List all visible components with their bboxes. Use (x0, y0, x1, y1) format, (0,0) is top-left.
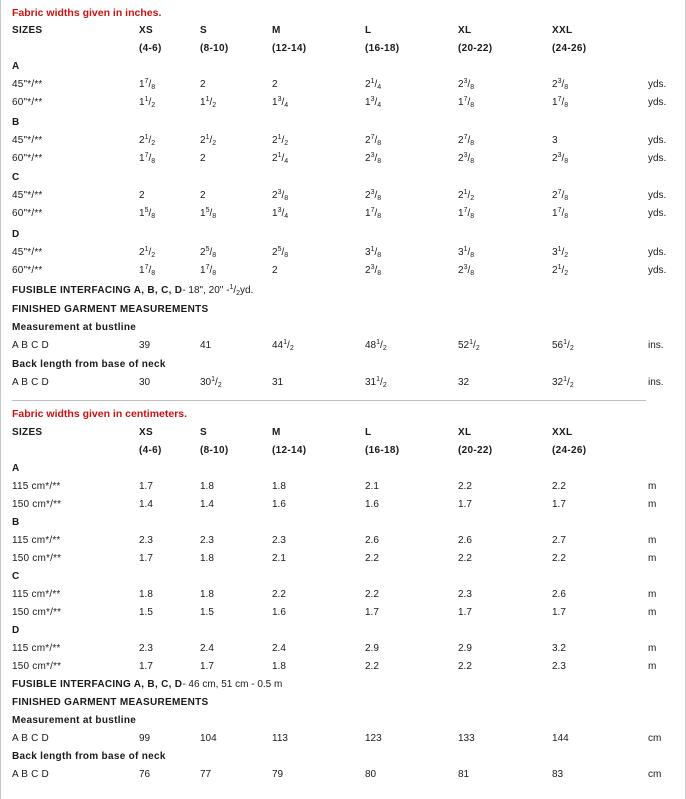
measurement-title: Measurement at bustline (12, 715, 137, 726)
fabric-width: 150 cm*/** (12, 499, 62, 510)
size-range: (12-14) (272, 43, 307, 54)
measurement-views: A B C D (12, 377, 49, 388)
size-range: (20-22) (458, 43, 493, 54)
yardage-value: $2^3/_8$ (458, 264, 475, 277)
yardage-value: 2.1 (272, 553, 286, 564)
yardage-value: $1^7/_8$ (552, 207, 569, 220)
yardage-value: 2.2 (458, 553, 472, 564)
size-range: (24-26) (552, 43, 587, 54)
size-header: L (365, 427, 372, 438)
yardage-value: $2^1/_2$ (458, 189, 475, 202)
size-range: (16-18) (365, 43, 400, 54)
yardage-value: 1.7 (365, 607, 379, 618)
yardage-value: 1.6 (272, 499, 286, 510)
measurement-value: 39 (139, 340, 151, 351)
yardage-value: $1^7/_8$ (458, 96, 475, 109)
yardage-value: 1.4 (139, 499, 153, 510)
view-label: C (12, 172, 20, 183)
unit-label: cm (648, 733, 662, 744)
fusible-interfacing: FUSIBLE INTERFACING A, B, C, D (12, 679, 183, 690)
measurement-value: $44^1/_2$ (272, 339, 294, 352)
yardage-value: 2.6 (552, 589, 566, 600)
unit-label: yds. (648, 153, 667, 164)
view-label: C (12, 571, 20, 582)
fabric-width: 60"*/** (12, 208, 43, 219)
yardage-value: 1.5 (139, 607, 153, 618)
measurement-value: $48^1/_2$ (365, 339, 387, 352)
measurement-value: $56^1/_2$ (552, 339, 574, 352)
yardage-value: 2 (200, 79, 206, 90)
yardage-value: 2.9 (458, 643, 472, 654)
yardage-value: $2^7/_8$ (552, 189, 569, 202)
yardage-value: 2.3 (200, 535, 214, 546)
measurement-value: 77 (200, 769, 212, 780)
measurement-value: $52^1/_2$ (458, 339, 480, 352)
yardage-value: 1.7 (552, 499, 566, 510)
measurement-value: $31^1/_2$ (365, 376, 387, 389)
yardage-value: 2.2 (365, 553, 379, 564)
yardage-value: $2^1/_2$ (200, 134, 217, 147)
unit-label: cm (648, 769, 662, 780)
yardage-value: 2.6 (365, 535, 379, 546)
finished-heading: FINISHED GARMENT MEASUREMENTS (12, 697, 209, 708)
yardage-value: $1^7/_8$ (200, 264, 217, 277)
fusible-interfacing: FUSIBLE INTERFACING A, B, C, D (12, 285, 183, 296)
size-header: XS (139, 25, 153, 36)
size-header: S (200, 427, 207, 438)
yardage-value: $2^1/_2$ (139, 134, 156, 147)
view-label: A (12, 463, 20, 474)
fabric-width: 60"*/** (12, 97, 43, 108)
fabric-width: 45"*/** (12, 135, 43, 146)
yardage-value: 2.2 (365, 589, 379, 600)
yardage-value: 2.9 (365, 643, 379, 654)
size-range: (24-26) (552, 445, 587, 456)
fabric-width: 60"*/** (12, 265, 43, 276)
unit-label: yds. (648, 190, 667, 201)
fusible-values: - 46 cm, 51 cm - 0.5 m (182, 679, 283, 690)
yardage-value: 2.2 (458, 481, 472, 492)
yardage-value: $2^1/_4$ (365, 78, 382, 91)
yardage-value: 1.8 (272, 661, 286, 672)
yardage-value: 2.4 (200, 643, 214, 654)
yardage-value: 1.8 (200, 589, 214, 600)
yardage-value: $1^7/_8$ (139, 152, 156, 165)
unit-label: yds. (648, 79, 667, 90)
unit-label: yds. (648, 135, 667, 146)
yardage-value: 1.7 (200, 661, 214, 672)
yardage-value: $2^1/_2$ (552, 264, 569, 277)
yardage-value: 2.2 (552, 481, 566, 492)
yardage-value: 3 (552, 135, 558, 146)
size-range: (4-6) (139, 43, 162, 54)
unit-label: ins. (648, 340, 664, 351)
unit-label: m (648, 535, 657, 546)
measurement-value: $30^1/_2$ (200, 376, 222, 389)
measurement-title: Back length from base of neck (12, 359, 166, 370)
yardage-value: 2 (139, 190, 145, 201)
unit-label: yds. (648, 208, 667, 219)
yardage-value: 2.7 (552, 535, 566, 546)
fusible-values: - 18", 20" - (182, 285, 230, 296)
yardage-value: 2.3 (552, 661, 566, 672)
yardage-value: $2^1/_2$ (272, 134, 289, 147)
view-label: D (12, 625, 20, 636)
fabric-width: 150 cm*/** (12, 607, 62, 618)
view-label: B (12, 117, 20, 128)
measurement-views: A B C D (12, 340, 49, 351)
yardage-value: 2.4 (272, 643, 286, 654)
size-header: XXL (552, 427, 573, 438)
size-header: M (272, 427, 281, 438)
size-range: (8-10) (200, 43, 229, 54)
yardage-value: $2^3/_8$ (365, 189, 382, 202)
view-label: A (12, 61, 20, 72)
yardage-value: 2.3 (272, 535, 286, 546)
yardage-value: 3.2 (552, 643, 566, 654)
measurement-value: $32^1/_2$ (552, 376, 574, 389)
yardage-value: $2^1/_2$ (139, 246, 156, 259)
yardage-value: $1^5/_8$ (200, 207, 217, 220)
measurement-value: 31 (272, 377, 284, 388)
yardage-value: 1.8 (272, 481, 286, 492)
yardage-value: 1.7 (552, 607, 566, 618)
yardage-value: $1^3/_4$ (272, 207, 289, 220)
measurement-value: 144 (552, 733, 569, 744)
yardage-value: $2^3/_8$ (552, 152, 569, 165)
sizes-label: SIZES (12, 25, 43, 36)
measurement-value: 79 (272, 769, 284, 780)
measurement-title: Back length from base of neck (12, 751, 166, 762)
yardage-value: 1.8 (139, 589, 153, 600)
yardage-value: $2^5/_8$ (200, 246, 217, 259)
yardage-value: 1.7 (139, 661, 153, 672)
yardage-value: 2.2 (458, 661, 472, 672)
yardage-value: $2^1/_4$ (272, 152, 289, 165)
fabric-width: 45"*/** (12, 190, 43, 201)
yardage-value: $2^7/_8$ (365, 134, 382, 147)
yardage-value: 1.6 (272, 607, 286, 618)
measurement-value: 41 (200, 340, 212, 351)
size-header: XL (458, 427, 472, 438)
yardage-value: $3^1/_8$ (365, 246, 382, 259)
yardage-value: 2 (200, 190, 206, 201)
yardage-value: $3^1/_2$ (552, 246, 569, 259)
unit-label: yds. (648, 247, 667, 258)
fusible-unit: yd. (240, 285, 254, 296)
yardage-value: 2.2 (552, 553, 566, 564)
yardage-value: $1^7/_8$ (139, 78, 156, 91)
unit-label: m (648, 643, 657, 654)
yardage-value: 1.7 (458, 499, 472, 510)
yardage-value: $1^7/_8$ (139, 264, 156, 277)
finished-heading: FINISHED GARMENT MEASUREMENTS (12, 304, 209, 315)
size-range: (12-14) (272, 445, 307, 456)
size-header: XL (458, 25, 472, 36)
size-header: XXL (552, 25, 573, 36)
measurement-value: 104 (200, 733, 217, 744)
size-header: L (365, 25, 372, 36)
yardage-value: $1^3/_4$ (365, 96, 382, 109)
fabric-width: 45"*/** (12, 247, 43, 258)
measurement-value: 99 (139, 733, 151, 744)
fabric-width: 115 cm*/** (12, 535, 61, 546)
yardage-value: $1^1/_2$ (139, 96, 156, 109)
fusible-fraction: $^1/_2$ (229, 284, 241, 297)
unit-label: yds. (648, 97, 667, 108)
view-label: D (12, 229, 20, 240)
yardage-value: 2.6 (458, 535, 472, 546)
yardage-value: $2^5/_8$ (272, 246, 289, 259)
fabric-width: 45"*/** (12, 79, 43, 90)
yardage-value: $2^3/_8$ (458, 152, 475, 165)
yardage-value: 1.6 (365, 499, 379, 510)
yardage-value: 2 (200, 153, 206, 164)
yardage-value: $1^7/_8$ (365, 207, 382, 220)
fabric-width: 115 cm*/** (12, 589, 61, 600)
sizes-label: SIZES (12, 427, 43, 438)
fabric-width: 60"*/** (12, 153, 43, 164)
yardage-value: 1.7 (139, 553, 153, 564)
measurement-value: 30 (139, 377, 151, 388)
section-title: Fabric widths given in inches. (12, 7, 162, 19)
unit-label: m (648, 589, 657, 600)
measurement-views: A B C D (12, 733, 49, 744)
size-range: (8-10) (200, 445, 229, 456)
fabric-width: 150 cm*/** (12, 553, 62, 564)
measurement-views: A B C D (12, 769, 49, 780)
yardage-value: 1.7 (458, 607, 472, 618)
yardage-value: $2^7/_8$ (458, 134, 475, 147)
size-range: (20-22) (458, 445, 493, 456)
section-title: Fabric widths given in centimeters. (12, 408, 188, 420)
yardage-value: $2^3/_8$ (365, 152, 382, 165)
size-range: (4-6) (139, 445, 162, 456)
yardage-value: $2^3/_8$ (365, 264, 382, 277)
yardage-value: $2^3/_8$ (552, 78, 569, 91)
yardage-value: $1^3/_4$ (272, 96, 289, 109)
measurement-value: 80 (365, 769, 377, 780)
yardage-value: 2.3 (139, 535, 153, 546)
size-header: XS (139, 427, 153, 438)
view-label: B (12, 517, 20, 528)
yardage-value: $1^7/_8$ (552, 96, 569, 109)
fabric-width: 150 cm*/** (12, 661, 62, 672)
yardage-value: $1^5/_8$ (139, 207, 156, 220)
yardage-value: $1^7/_8$ (458, 207, 475, 220)
yardage-value: 1.8 (200, 553, 214, 564)
unit-label: m (648, 499, 657, 510)
yardage-value: 1.7 (139, 481, 153, 492)
yardage-value: 2.2 (365, 661, 379, 672)
measurement-value: 76 (139, 769, 151, 780)
yardage-value: $3^1/_8$ (458, 246, 475, 259)
yardage-value: 2.2 (272, 589, 286, 600)
yardage-value: $2^3/_8$ (458, 78, 475, 91)
yardage-value: $1^1/_2$ (200, 96, 217, 109)
measurement-value: 113 (272, 733, 288, 744)
size-header: M (272, 25, 281, 36)
measurement-value: 32 (458, 377, 470, 388)
measurement-title: Measurement at bustline (12, 322, 137, 333)
fabric-width: 115 cm*/** (12, 481, 61, 492)
yardage-value: 2 (272, 265, 278, 276)
yardage-value: 1.5 (200, 607, 214, 618)
unit-label: yds. (648, 265, 667, 276)
yardage-value: 2.3 (458, 589, 472, 600)
unit-label: m (648, 481, 657, 492)
measurement-value: 133 (458, 733, 475, 744)
yardage-value: 2 (272, 79, 278, 90)
size-header: S (200, 25, 207, 36)
yardage-value: 2.3 (139, 643, 153, 654)
unit-label: m (648, 553, 657, 564)
size-range: (16-18) (365, 445, 400, 456)
yardage-value: 1.4 (200, 499, 214, 510)
fabric-width: 115 cm*/** (12, 643, 61, 654)
unit-label: m (648, 607, 657, 618)
yardage-value: $2^3/_8$ (272, 189, 289, 202)
unit-label: ins. (648, 377, 664, 388)
measurement-value: 123 (365, 733, 382, 744)
section-divider (12, 400, 646, 401)
yardage-value: 2.1 (365, 481, 379, 492)
measurement-value: 81 (458, 769, 470, 780)
page-border-left (0, 0, 1, 799)
measurement-value: 83 (552, 769, 564, 780)
unit-label: m (648, 661, 657, 672)
yardage-value: 1.8 (200, 481, 214, 492)
